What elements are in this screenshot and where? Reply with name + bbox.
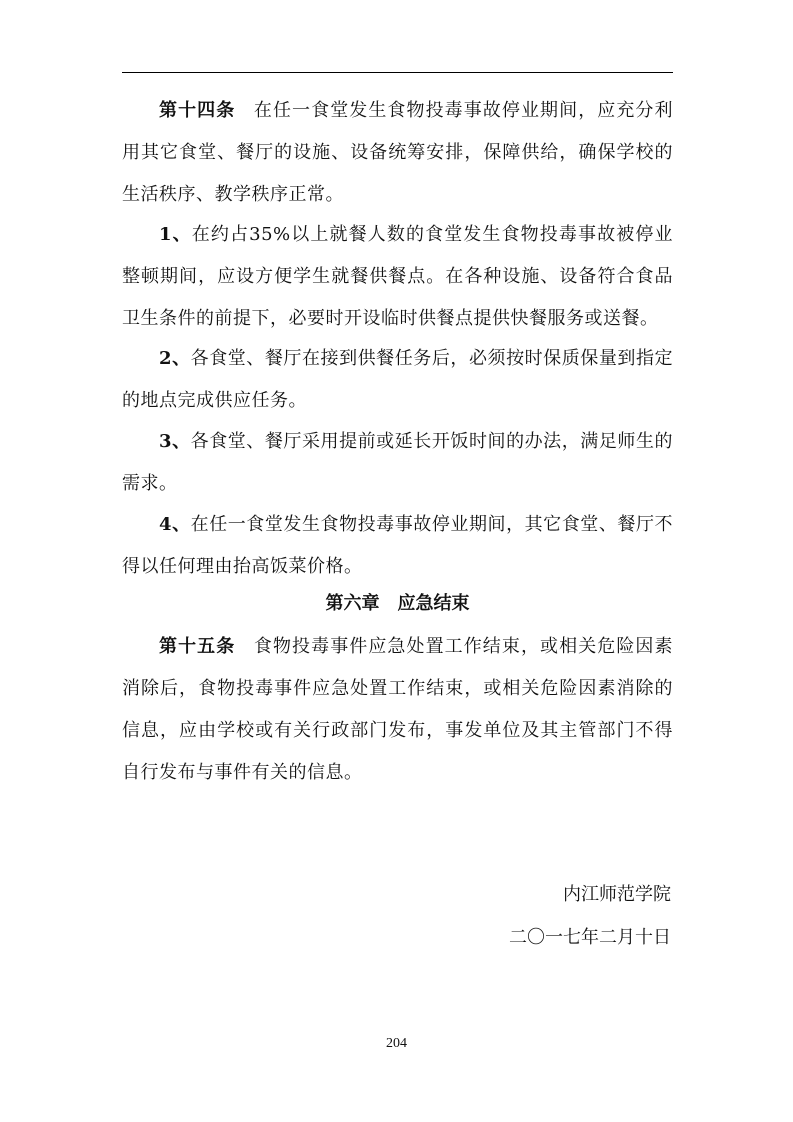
item-4-text: 在任一食堂发生食物投毒事故停业期间，其它食堂、餐厅不得以任何理由抬高饭菜价格。: [122, 514, 673, 577]
article-14-label: 第十四条: [159, 100, 236, 121]
article-15-label: 第十五条: [159, 636, 236, 657]
item-3-text: 各食堂、餐厅采用提前或延长开饭时间的办法，满足师生的需求。: [122, 431, 673, 494]
item-2-paragraph: [122, 338, 673, 422]
signature-org: 内江师范学院: [563, 884, 671, 905]
item-2-text: 各食堂、餐厅在接到供餐任务后，必须按时保质保量到指定的地点完成供应任务。: [122, 348, 673, 411]
item-3-paragraph: [122, 421, 673, 505]
item-2-number: 2、: [159, 348, 191, 369]
article-14-text: 在任一食堂发生食物投毒事故停业期间，应充分利用其它食堂、餐厅的设施、设备统筹安排，保障供给，确保学校的生活秩序、教学秩序正常。: [122, 100, 674, 205]
item-4-paragraph: [122, 504, 673, 588]
chapter-6-heading: 第六章 应急结束: [325, 593, 470, 614]
item-1-number: 1、: [159, 224, 192, 245]
item-1-paragraph: [122, 214, 673, 340]
item-4-number: 4、: [159, 514, 191, 535]
page-number: 204: [386, 1036, 407, 1051]
header-rule: [122, 72, 673, 73]
signature-date: 二〇一七年二月十日: [509, 927, 671, 948]
item-1-text: 在约占35%以上就餐人数的食堂发生食物投毒事故被停业整顿期间，应设方便学生就餐供餐点。在各种设施、设备符合食品卫生条件的前提下，必要时开设临时供餐点提供快餐服务或送餐。: [122, 224, 673, 329]
item-3-number: 3、: [159, 431, 191, 452]
article-15-paragraph: [122, 626, 673, 794]
article-14-paragraph: [122, 90, 673, 216]
article-15-text: 食物投毒事件应急处置工作结束，或相关危险因素消除后，食物投毒事件应急处置工作结束，或相关危险因素消除的信息，应由学校或有关行政部门发布，事发单位及其主管部门不得自行发布与事件有关的信息。: [122, 636, 674, 783]
